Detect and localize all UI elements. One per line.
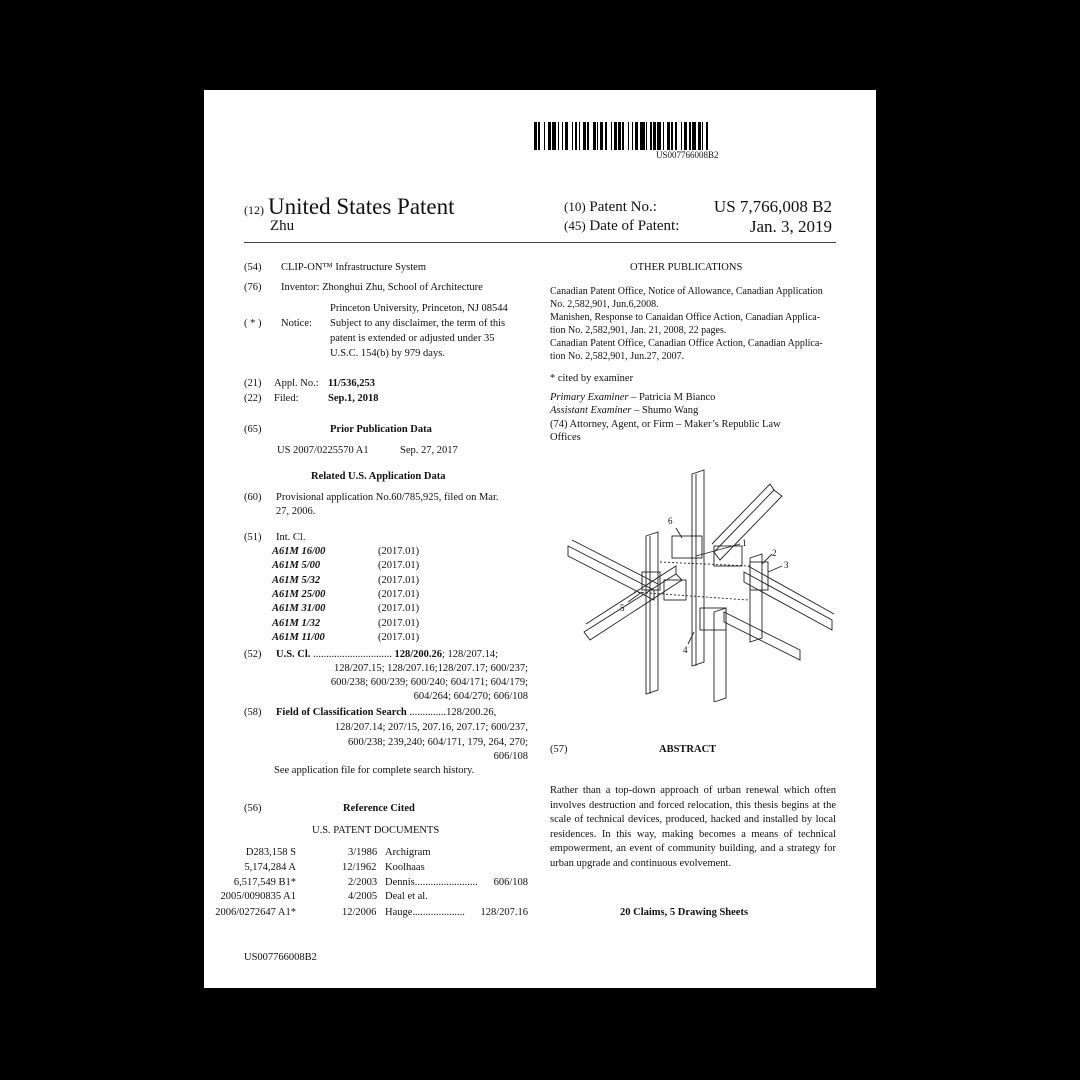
barcode-bar <box>565 122 568 150</box>
abstract-code: (57) <box>550 744 568 755</box>
assistant-examiner-label: Assistant Examiner <box>550 405 632 416</box>
inventor-line: Inventor: Zhonghui Zhu, School of Architecture <box>281 282 483 293</box>
reference-name: Deal et al. <box>385 891 428 902</box>
figure-label: 2 <box>772 548 777 558</box>
figure-label: 3 <box>784 560 789 570</box>
notice-code: ( * ) <box>244 318 262 329</box>
title-code: (54) <box>244 262 262 273</box>
uscl-first-line <box>276 649 498 660</box>
footer-patent-number: US007766008B2 <box>244 952 317 963</box>
field-note: See application file for complete search history. <box>274 765 475 776</box>
reference-number: 2005/0090835 A1 <box>220 891 296 902</box>
attorney-line: (74) Attorney, Agent, or Firm – Maker’s Republic Law <box>550 419 781 430</box>
barcode-bar <box>702 122 703 150</box>
barcode-bar <box>562 122 563 150</box>
barcode-bar <box>614 122 617 150</box>
patent-title-block <box>244 194 455 220</box>
intcl-year: (2017.01) <box>378 603 420 614</box>
reference-number: D283,158 S <box>245 847 296 858</box>
claims-summary: 20 Claims, 5 Drawing Sheets <box>620 907 749 918</box>
uscl-main: 128/200.26 <box>394 649 442 660</box>
uscl-line: 600/238; 600/239; 600/240; 604/171; 604/179; <box>330 677 528 688</box>
barcode-bar <box>675 122 676 150</box>
primary-examiner <box>550 392 715 403</box>
barcode-bar <box>650 122 651 150</box>
intcl-year: (2017.01) <box>378 560 420 571</box>
publication-line: tion No. 2,582,901, Jun.27, 2007. <box>550 351 685 362</box>
figure-label: 4 <box>683 645 688 655</box>
reference-date: 3/1986 <box>348 847 378 858</box>
intcl-year: (2017.01) <box>378 618 420 629</box>
references-heading: Reference Cited <box>343 803 415 814</box>
publication-line: Canadian Patent Office, Notice of Allowance, Canadian Application <box>550 286 823 297</box>
barcode-bar <box>593 122 596 150</box>
clip-connector <box>672 536 702 558</box>
primary-examiner-label: Primary Examiner <box>550 392 629 403</box>
abstract-heading: ABSTRACT <box>659 744 717 755</box>
post-main <box>692 470 704 666</box>
patent-no-label: Patent No.: <box>589 199 657 215</box>
publication-line: Manishen, Response to Canaidan Office Action, Canadian Applica- <box>550 312 821 323</box>
provisional-code: (60) <box>244 492 262 503</box>
intcl-code-entry: A61M 1/32 <box>272 618 321 629</box>
assistant-examiner-name: – Shumo Wang <box>631 405 699 416</box>
reference-number: 5,174,284 A <box>244 862 296 873</box>
barcode-bar <box>689 122 690 150</box>
patent-number: US 7,766,008 B2 <box>713 197 832 216</box>
barcode-bar <box>572 122 573 150</box>
inventor-address: Princeton University, Princeton, NJ 08544 <box>330 303 508 314</box>
barcode-bar <box>684 122 687 150</box>
notice-line: Subject to any disclaimer, the term of this <box>330 318 506 329</box>
barcode-bar <box>583 122 586 150</box>
barcode-bar <box>534 122 537 150</box>
intcl-year: (2017.01) <box>378 546 420 557</box>
intcl-code-entry: A61M 31/00 <box>272 603 326 614</box>
clip-connector <box>714 546 742 566</box>
structure-drawing <box>564 462 844 702</box>
uscl-code: (52) <box>244 649 262 660</box>
barcode-bar <box>706 122 707 150</box>
barcode-bar <box>622 122 623 150</box>
reference-name: Archigram <box>385 847 431 858</box>
field-code: (58) <box>244 707 262 718</box>
assistant-examiner <box>550 405 698 416</box>
barcode-bar <box>544 122 545 150</box>
barcode-number: US007766008B2 <box>656 150 719 160</box>
related-heading: Related U.S. Application Data <box>311 471 446 482</box>
barcode-bar <box>548 122 551 150</box>
field-first: ..............128/200.26, <box>406 707 497 718</box>
barcode-bar <box>671 122 672 150</box>
appl-code: (21) <box>244 378 262 389</box>
uscl-rest: ; 128/207.14; <box>441 649 498 660</box>
barcode-bar <box>681 122 682 150</box>
beam-lower-left <box>584 574 682 640</box>
barcode-bar <box>698 122 701 150</box>
reference-name: Hauge.................... <box>385 907 465 918</box>
clip-connector <box>642 572 660 590</box>
reference-date: 2/2003 <box>348 877 378 888</box>
notice-line: patent is extended or adjusted under 35 <box>330 333 495 344</box>
prior-publication: US 2007/0225570 A1 <box>277 445 369 456</box>
prior-date: Sep. 27, 2017 <box>400 445 458 456</box>
barcode-bar <box>618 122 621 150</box>
us-docs-heading: U.S. PATENT DOCUMENTS <box>312 825 440 836</box>
barcode-bar <box>653 122 656 150</box>
barcode-bar <box>667 122 670 150</box>
barcode-bar <box>575 122 578 150</box>
barcode-bar <box>605 122 606 150</box>
barcode-bar <box>587 122 588 150</box>
date-row <box>564 218 679 235</box>
date-code: (45) <box>564 218 586 233</box>
field-first-line <box>276 707 496 718</box>
prior-heading: Prior Publication Data <box>330 424 432 435</box>
beam-right <box>744 572 832 630</box>
field-line: 606/108 <box>493 751 528 762</box>
notice-label: Notice: <box>281 318 312 329</box>
reference-date: 12/1962 <box>342 862 377 873</box>
abstract-text: Rather than a top-down approach of urban renewal which often involves destruction and forced relocation, this thesis begins at the scale of technical devices, produced, hacked and installed by local residences. In this way, making becomes a means of technical empowerment, an event of community building, and a strategy for urban upgrade and continuous evolvement. <box>550 785 836 869</box>
other-publications-heading: OTHER PUBLICATIONS <box>630 262 743 273</box>
barcode-bar <box>640 122 644 150</box>
barcode-bar <box>600 122 603 150</box>
publication-line: Canadian Patent Office, Canadian Office Action, Canadian Applica- <box>550 338 823 349</box>
reference-date: 4/2005 <box>348 891 378 902</box>
field-label: Field of Classification Search <box>276 707 407 718</box>
page-title: United States Patent <box>268 194 455 219</box>
uscl-line: 604/264; 604/270; 606/108 <box>413 691 528 702</box>
barcode <box>534 122 836 150</box>
appl-label: Appl. No.: <box>274 378 319 389</box>
intcl-year: (2017.01) <box>378 632 420 643</box>
post-left <box>646 532 658 694</box>
reference-date: 12/2006 <box>342 907 377 918</box>
intcl-code-entry: A61M 11/00 <box>272 632 325 643</box>
barcode-bar <box>628 122 629 150</box>
primary-examiner-name: – Patricia M Bianco <box>628 392 716 403</box>
barcode-bar <box>646 122 647 150</box>
intcl-code-entry: A61M 25/00 <box>272 589 326 600</box>
barcode-bar <box>597 122 598 150</box>
filed-date: Sep.1, 2018 <box>328 393 379 404</box>
barcode-bar <box>579 122 580 150</box>
figure-label: 6 <box>668 516 673 526</box>
figure-label: 5 <box>620 603 625 613</box>
reference-class: 606/108 <box>493 877 528 888</box>
field-line: 600/238; 239,240; 604/171, 179, 264, 270; <box>348 737 528 748</box>
invention-title: CLIP-ON™ Infrastructure System <box>281 262 427 273</box>
uscl-dots: .............................. <box>313 649 392 660</box>
provisional-line: 27, 2006. <box>276 506 316 517</box>
reference-number: 2006/0272647 A1* <box>215 907 296 918</box>
barcode-bar <box>692 122 696 150</box>
intcl-code-entry: A61M 5/32 <box>272 575 321 586</box>
reference-class: 128/207.16 <box>480 907 528 918</box>
appl-number: 11/536,253 <box>328 378 375 389</box>
barcode-bar <box>635 122 638 150</box>
intcl-code: (51) <box>244 532 262 543</box>
filed-label: Filed: <box>274 393 299 404</box>
publication-line: No. 2,582,901, Jun.6,2008. <box>550 299 659 310</box>
inventor-surname: Zhu <box>270 218 295 234</box>
publication-line: tion No. 2,582,901, Jan. 21, 2008, 22 pages. <box>550 325 727 336</box>
patent-page <box>204 90 876 988</box>
barcode-bar <box>538 122 539 150</box>
reference-name: Dennis........................ <box>385 877 478 888</box>
barcode-bar <box>552 122 556 150</box>
barcode-bar <box>558 122 559 150</box>
attorney-line: Offices <box>550 432 581 443</box>
uscl-line: 128/207.15; 128/207.16;128/207.17; 600/237; <box>334 663 528 674</box>
uscl-label: U.S. Cl. <box>276 649 311 660</box>
patent-date: Jan. 3, 2019 <box>749 217 832 236</box>
reference-name: Koolhaas <box>385 862 425 873</box>
intcl-code-entry: A61M 16/00 <box>272 546 326 557</box>
kind-code: (12) <box>244 203 264 217</box>
cited-by-examiner: * cited by examiner <box>550 373 634 384</box>
field-line: 128/207.14; 207/15, 207.16, 207.17; 600/237, <box>334 722 528 733</box>
intcl-code-entry: A61M 5/00 <box>272 560 321 571</box>
post-right <box>750 554 762 642</box>
intcl-label: Int. Cl. <box>276 532 306 543</box>
provisional-line: Provisional application No.60/785,925, filed on Mar. <box>276 492 499 503</box>
barcode-bar <box>657 122 661 150</box>
date-label: Date of Patent: <box>589 218 680 234</box>
prior-code: (65) <box>244 424 262 435</box>
barcode-bar <box>663 122 664 150</box>
notice-line: U.S.C. 154(b) by 979 days. <box>330 348 445 359</box>
intcl-year: (2017.01) <box>378 589 420 600</box>
inventor-code: (76) <box>244 282 262 293</box>
patent-no-code: (10) <box>564 199 586 214</box>
intcl-year: (2017.01) <box>378 575 420 586</box>
reference-number: 6,517,549 B1* <box>233 877 296 888</box>
filed-code: (22) <box>244 393 262 404</box>
figure-label: 1 <box>742 538 747 548</box>
barcode-bar <box>611 122 612 150</box>
beam-left <box>568 546 654 600</box>
references-code: (56) <box>244 803 262 814</box>
barcode-bar <box>632 122 633 150</box>
patent-number-row <box>564 199 657 216</box>
header-divider <box>244 242 836 243</box>
